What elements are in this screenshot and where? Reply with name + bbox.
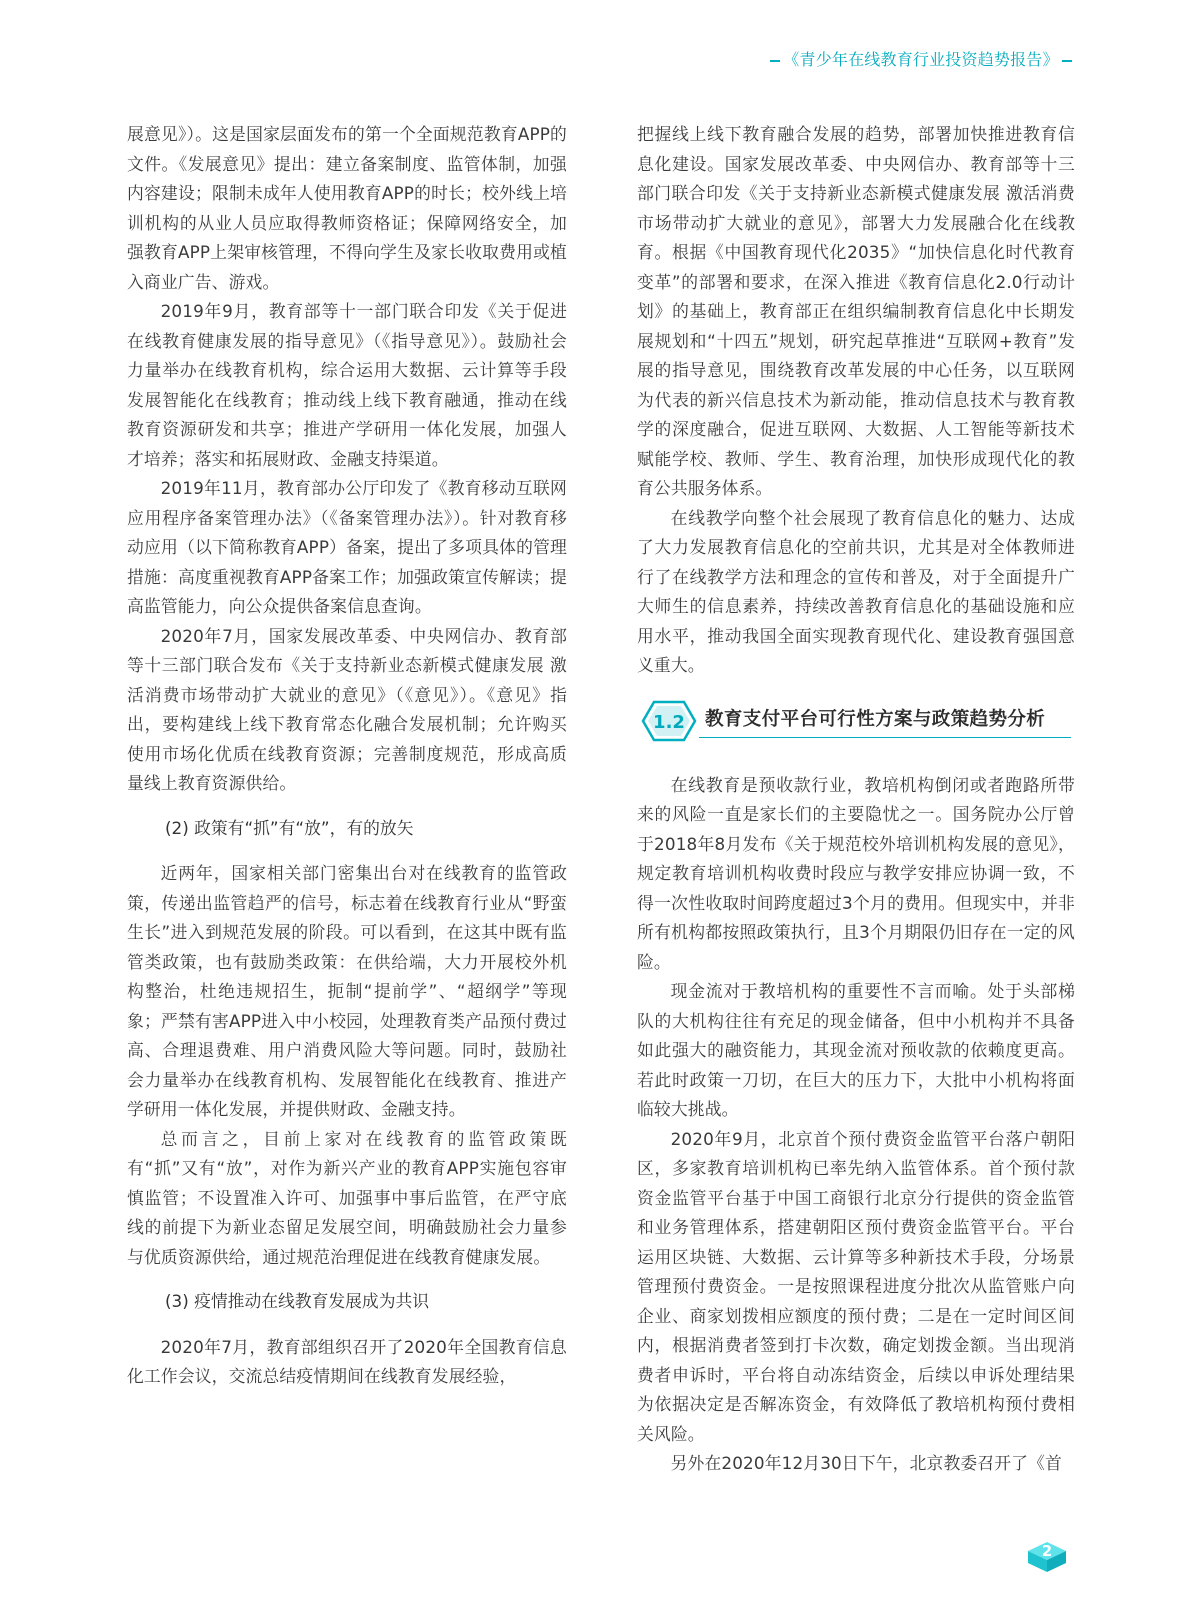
section-heading (637, 699, 1075, 745)
right-column (637, 120, 1075, 1479)
paragraph: 总而言之，目前上家对在线教育的监管政策既有“抓”又有“放”，对作为新兴产业的教育APP实施包容审慎监管；不设置准入许可、加强事中事后监管，在严守底线的前提下为新业态留足发展空间，明确鼓励社会力量参与优质资源供给，通过规范治理促进在线教育健康发展。 (127, 1128, 567, 1267)
paragraph: 把握线上线下教育融合发展的趋势，部署加快推进教育信息化建设。国家发展改革委、中央网信办、教育部等十三部门联合印发《关于支持新业态新模式健康发展 激活消费市场带动扩大就业的意见》，部署大力发展融合化在线教育。根据《中国教育现代化2035》“加快信息化时代教育变革”的部署和要求，在深入推进《教育信息化2.0行动计划》的基础上，教育部正在组织编制教育信息化中长期发展规划和“十四五”规划，研究起草推进“互联网+教育”发展的指导意见，围绕教育改革发展的中心任务，以互联网为代表的新兴信息技术为新动能，推动信息技术与教育教学的深度融合，促进互联网、大数据、人工智能等新技术赋能学校、教师、学生、教育治理，加快形成现代化的教育公共服务体系。 (637, 124, 1075, 498)
paragraph: 近两年，国家相关部门密集出台对在线教育的监管政策，传递出监管趋严的信号，标志着在线教育行业从“野蛮生长”进入到规范发展的阶段。可以看到，在这其中既有监管类政策，也有鼓励类政策：在供给端，大力开展校外机构整治，杜绝违规招生，扼制“提前学”、“超纲学”等现象；严禁有害APP进入中小校园，处理教育类产品预付费过高、合理退费难、用户消费风险大等问题。同时，鼓励社会力量举办在线教育机构、发展智能化在线教育、推进产学研用一体化发展，并提供财政、金融支持。 (127, 863, 567, 1119)
paragraph: 2020年7月，教育部组织召开了2020年全国教育信息化工作会议，交流总结疫情期间在线教育发展经验， (127, 1336, 567, 1386)
paragraph: 在线教学向整个社会展现了教育信息化的魅力、达成了大力发展教育信息化的空前共识，尤其是对全体教师进行了在线教学方法和理念的宣传和普及，对于全面提升广大师生的信息素养，持续改善教育信息化的基础设施和应用水平，推动我国全面实现教育现代化、建设教育强国意义重大。 (637, 507, 1075, 675)
page-number (1024, 1536, 1076, 1576)
paragraph: 在线教育是预收款行业，教培机构倒闭或者跑路所带来的风险一直是家长们的主要隐忧之一。国务院办公厅曾于2018年8月发布《关于规范校外培训机构发展的意见》，规定教育培训机构收费时段应与教学安排应协调一致，不得一次性收取时间跨度超过3个月的费用。但现实中，并非所有机构都按照政策执行，且3个月期限仍旧存在一定的风险。 (637, 774, 1075, 972)
paragraph: 2019年11月，教育部办公厅印发了《教育移动互联网应用程序备案管理办法》（《备案管理办法》）。针对教育移动应用（以下简称教育APP）备案，提出了多项具体的管理措施：高度重视教育APP备案工作；加强政策宣传解读；提高监管能力，向公众提供备案信息查询。 (127, 478, 567, 616)
header-rule-right (1062, 60, 1072, 62)
section-number: 1.2 (653, 711, 685, 733)
section-title: 教育支付平台可行性方案与政策趋势分析 (705, 708, 1046, 730)
header-rule-left (770, 60, 780, 62)
paragraph: 展意见》）。这是国家层面发布的第一个全面规范教育APP的文件。《发展意见》提出：建立备案制度、监管体制，加强内容建设；限制未成年人使用教育APP的时长；校外线上培训机构的从业人员应取得教师资格证；保障网络安全，加强教育APP上架审核管理，不得向学生及家长收取费用或植入商业广告、游戏。 (127, 124, 567, 292)
header-title: 《青少年在线教育行业投资趋势报告》 (783, 50, 1059, 69)
section-rule (699, 737, 1071, 739)
subheading: (2) 政策有“抓”有“放”，有的放矢 (165, 817, 414, 838)
page-number-text: 2 (1041, 1542, 1053, 1560)
paragraph: 2020年7月，国家发展改革委、中央网信办、教育部等十三部门联合发布《关于支持新业态新模式健康发展 激活消费市场带动扩大就业的意见》（《意见》）。《意见》指出，要构建线上线下教育常态化融合发展机制；允许购买使用市场化优质在线教育资源；完善制度规范，形成高质量线上教育资源供给。 (127, 625, 567, 793)
paragraph: 2020年9月，北京首个预付费资金监管平台落户朝阳区，多家教育培训机构已率先纳入监管体系。首个预付款资金监管平台基于中国工商银行北京分行提供的资金监管和业务管理体系，搭建朝阳区预付费资金监管平台。平台运用区块链、大数据、云计算等多种新技术手段，分场景管理预付费资金。一是按照课程进度分批次从监管账户向企业、商家划拨相应额度的预付费；二是在一定时间区间内，根据消费者签到打卡次数，确定划拨金额。当出现消费者申诉时，平台将自动冻结资金，后续以申诉处理结果为依据决定是否解冻资金，有效降低了教培机构预付费相关风险。 (637, 1128, 1075, 1444)
paragraph: 现金流对于教培机构的重要性不言而喻。处于头部梯队的大机构往往有充足的现金储备，但中小机构并不具备如此强大的融资能力，其现金流对预收款的依赖度更高。若此时政策一刀切，在巨大的压力下，大批中小机构将面临较大挑战。 (637, 981, 1075, 1119)
paragraph: 2019年9月，教育部等十一部门联合印发《关于促进在线教育健康发展的指导意见》（《指导意见》）。鼓励社会力量举办在线教育机构，综合运用大数据、云计算等手段发展智能化在线教育；推动线上线下教育融通，推动在线教育资源研发和共享；推进产学研用一体化发展，加强人才培养；落实和拓展财政、金融支持渠道。 (127, 301, 567, 469)
subheading: (3) 疫情推动在线教育发展成为共识 (165, 1291, 430, 1311)
running-header (770, 46, 1072, 76)
left-column (127, 120, 567, 1392)
section-badge-icon (637, 699, 699, 743)
paragraph: 另外在2020年12月30日下午，北京教委召开了《首 (670, 1453, 1062, 1473)
